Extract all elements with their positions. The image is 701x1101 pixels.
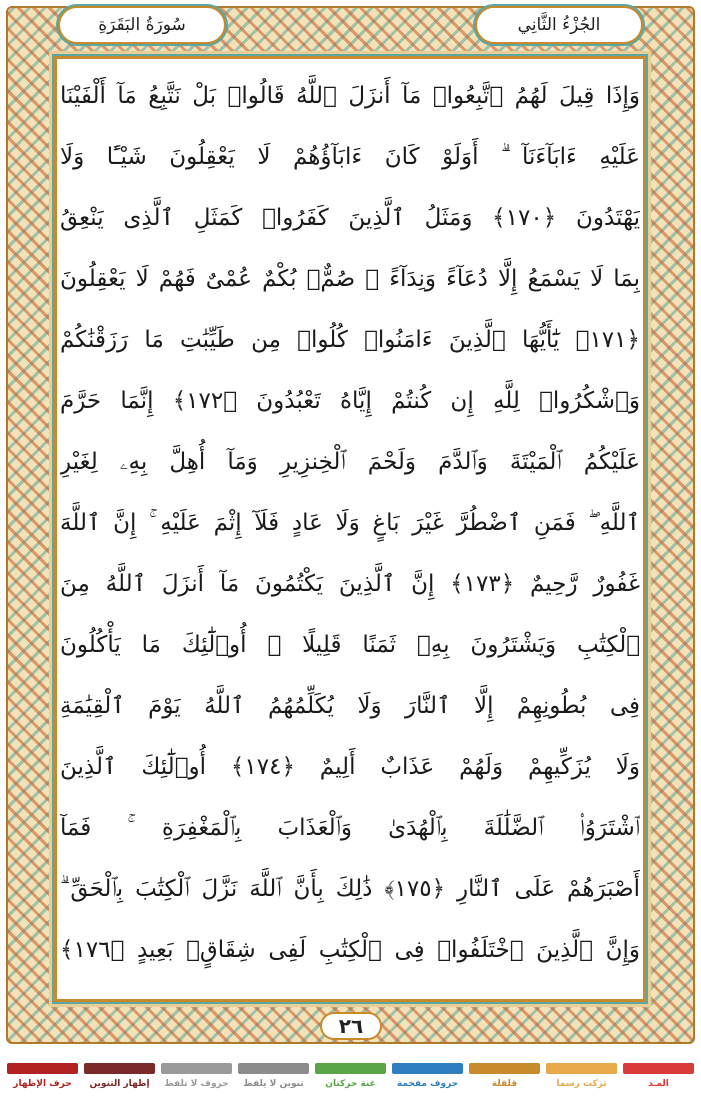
verse-line: ٱلْكِتَٰبِ وَيَشْتَرُونَ بِهِۦ ثَمَنًا قَلِيلًا ۙ أُو۟لَٰٓئِكَ مَا يَأْكُلُونَ — [60, 632, 640, 658]
verse-line: وَإِذَا قِيلَ لَهُمُ ٱتَّبِعُوا۟ مَآ أَنزَلَ ٱللَّهُ قَالُوا۟ بَلْ نَتَّبِعُ مَآ أَلْفَيْنَا — [60, 83, 640, 109]
legend-item-ghunna — [312, 1063, 389, 1097]
legend-label: حرف الإظهار — [13, 1079, 72, 1089]
verse-line: وَٱشْكُرُوا۟ لِلَّهِ إِن كُنتُمْ إِيَّاهُ تَعْبُدُونَ ﴿١٧٢﴾ إِنَّمَا حَرَّمَ — [60, 388, 640, 414]
legend-label: غنة حركتان — [325, 1079, 376, 1089]
legend-swatch — [623, 1063, 694, 1074]
legend-label: حروف مفخمة — [396, 1079, 459, 1089]
legend-label: حروف لا تلفظ — [164, 1079, 229, 1089]
verse-line: وَإِنَّ ٱلَّذِينَ ٱخْتَلَفُوا۟ فِى ٱلْكِتَٰبِ لَفِى شِقَاقٍۭ بَعِيدٍ ﴿١٧٦﴾ — [60, 937, 640, 963]
legend-label: تركت رسما — [556, 1079, 607, 1089]
legend-item-tanween-silent — [235, 1063, 312, 1097]
verse-line: عَلَيْهِ ءَابَآءَنَآ ۗ أَوَلَوْ كَانَ ءَابَآؤُهُمْ لَا يَعْقِلُونَ شَيْـًٔا وَلَا — [60, 144, 640, 170]
legend-item-heavy-letters — [389, 1063, 466, 1097]
legend-swatch — [469, 1063, 540, 1074]
legend-swatch — [546, 1063, 617, 1074]
verse-line: عَلَيْكُمُ ٱلْمَيْتَةَ وَٱلدَّمَ وَلَحْمَ ٱلْخِنزِيرِ وَمَآ أُهِلَّ بِهِۦ لِغَيْرِ — [60, 449, 640, 475]
verse-line: ﴿١٧١﴾ يَٰٓأَيُّهَا ٱلَّذِينَ ءَامَنُوا۟ كُلُوا۟ مِن طَيِّبَٰتِ مَا رَزَقْنَٰكُمْ — [60, 327, 640, 353]
legend-swatch — [238, 1063, 309, 1074]
verse-line: ٱللَّهِ ۖ فَمَنِ ٱضْطُرَّ غَيْرَ بَاغٍ وَلَا عَادٍ فَلَآ إِثْمَ عَلَيْهِ ۚ إِنَّ ٱللَّهَ — [60, 510, 640, 536]
legend-item-madd — [620, 1063, 697, 1097]
legend-swatch — [392, 1063, 463, 1074]
legend-label: المـد — [648, 1079, 669, 1089]
verse-line: وَلَا يُزَكِّيهِمْ وَلَهُمْ عَذَابٌ أَلِيمٌ ﴿١٧٤﴾ أُو۟لَٰٓئِكَ ٱلَّذِينَ — [60, 754, 640, 780]
legend-item-izhar-tanween — [81, 1063, 158, 1097]
legend-item-silent-script — [543, 1063, 620, 1097]
surah-title: سُورَةُ البَقَرَةِ — [58, 6, 226, 44]
verse-line: أَصْبَرَهُمْ عَلَى ٱلنَّارِ ﴿١٧٥﴾ ذَٰلِكَ بِأَنَّ ٱللَّهَ نَزَّلَ ٱلْكِتَٰبَ بِٱلْحَقِّ ۗ — [60, 876, 640, 902]
legend-item-silent-letters — [158, 1063, 235, 1097]
tajweed-legend — [4, 1063, 697, 1097]
verse-lines — [60, 66, 640, 981]
legend-label: تنوين لا يلفظ — [243, 1079, 304, 1089]
verse-line: بِمَا لَا يَسْمَعُ إِلَّا دُعَآءً وَنِدَآءً ۚ صُمٌّۢ بُكْمٌ عُمْىٌ فَهُمْ لَا يَعْقِلُونَ — [60, 266, 640, 292]
legend-item-izhar-letter — [4, 1063, 81, 1097]
legend-item-qalqala — [466, 1063, 543, 1097]
verse-line: ٱشْتَرَوُا۟ ٱلضَّلَٰلَةَ بِٱلْهُدَىٰ وَٱلْعَذَابَ بِٱلْمَغْفِرَةِ ۚ فَمَآ — [60, 815, 640, 841]
legend-swatch — [7, 1063, 78, 1074]
legend-swatch — [161, 1063, 232, 1074]
juz-title: الجُزْءُ الثَّانِي — [475, 6, 643, 44]
legend-label: إظهار التنوين — [89, 1079, 150, 1089]
legend-swatch — [315, 1063, 386, 1074]
legend-swatch — [84, 1063, 155, 1074]
page-number: ٢٦ — [320, 1012, 382, 1040]
verse-line: فِى بُطُونِهِمْ إِلَّا ٱلنَّارَ وَلَا يُكَلِّمُهُمُ ٱللَّهُ يَوْمَ ٱلْقِيَٰمَةِ — [60, 693, 640, 719]
verse-line: يَهْتَدُونَ ﴿١٧٠﴾ وَمَثَلُ ٱلَّذِينَ كَفَرُوا۟ كَمَثَلِ ٱلَّذِى يَنْعِقُ — [60, 205, 640, 231]
verse-line: غَفُورٌ رَّحِيمٌ ﴿١٧٣﴾ إِنَّ ٱلَّذِينَ يَكْتُمُونَ مَآ أَنزَلَ ٱللَّهُ مِنَ — [60, 571, 640, 597]
legend-label: قلقلة — [491, 1079, 518, 1089]
